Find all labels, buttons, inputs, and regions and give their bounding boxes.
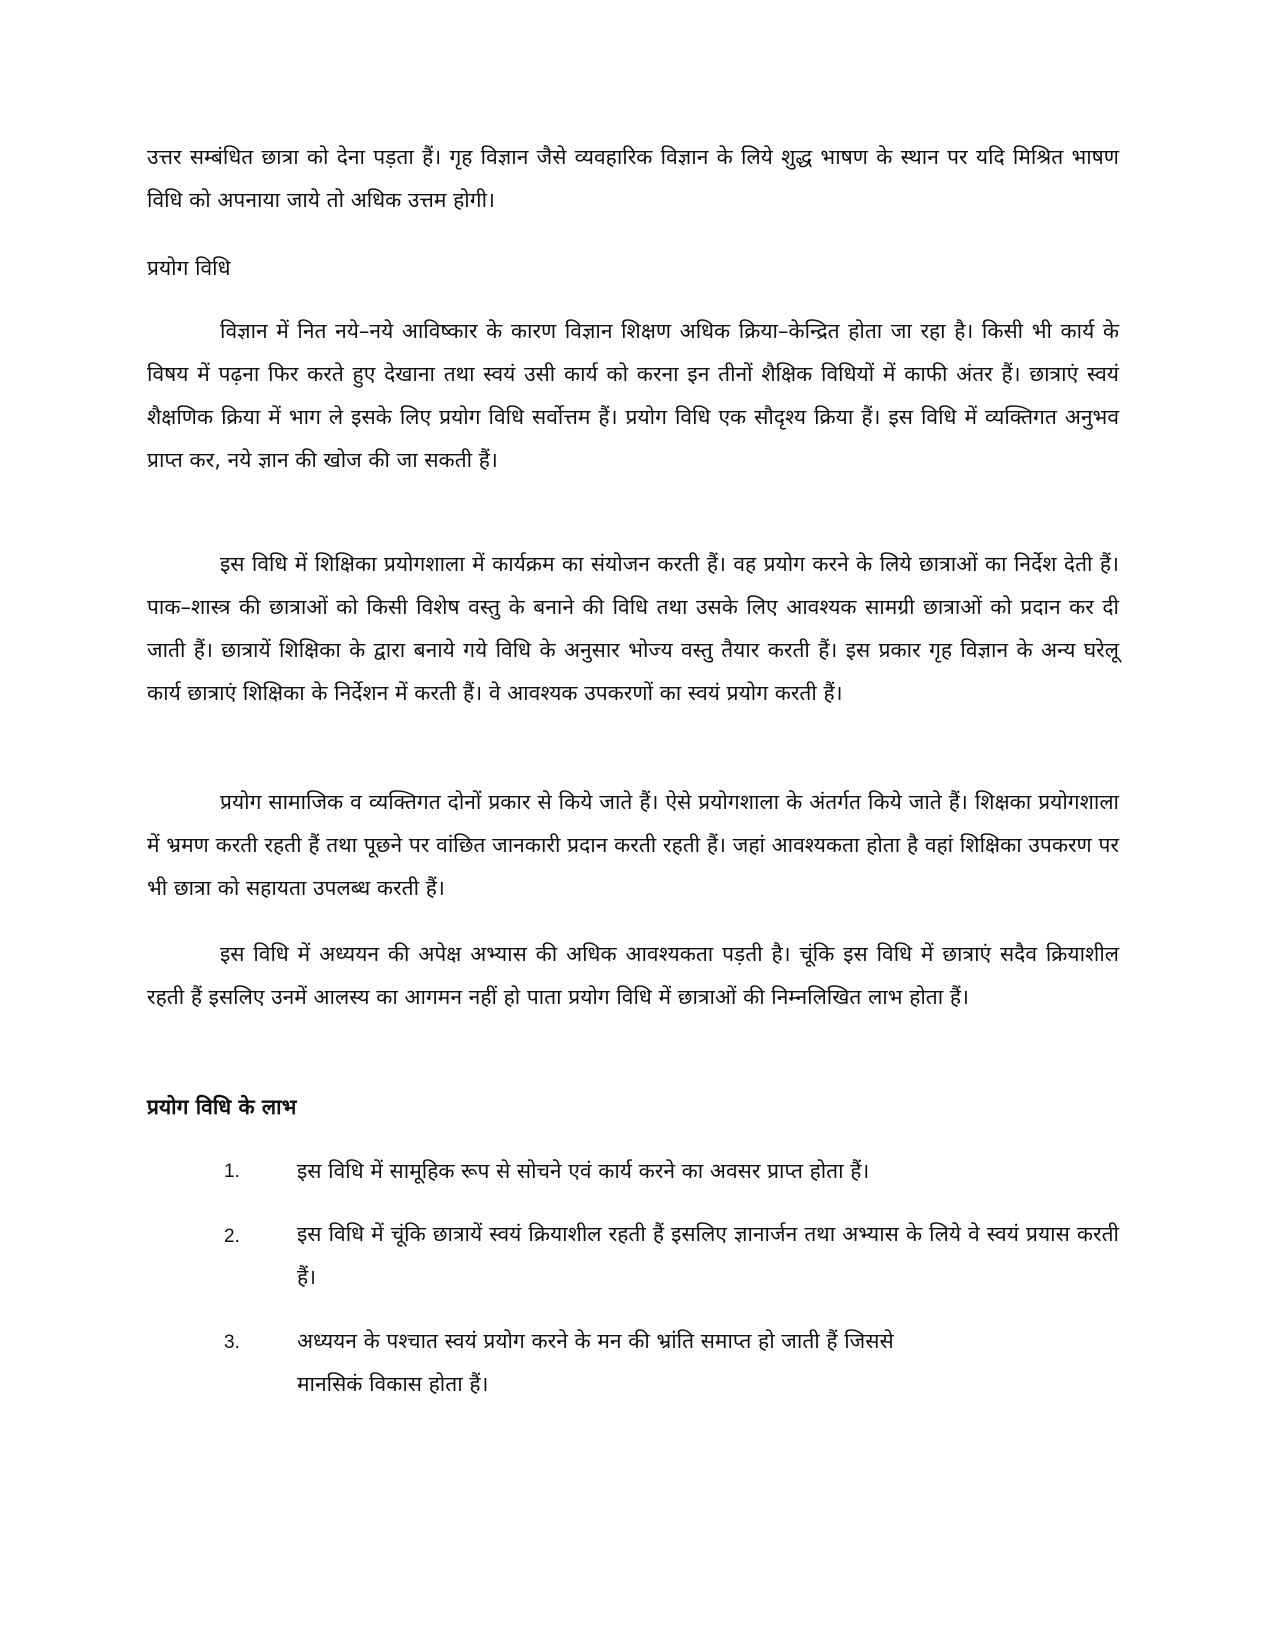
paragraph-3: प्रयोग सामाजिक व व्यक्तिगत दोनों प्रकार से किये जाते हैं। ऐसे प्रयोगशाला के अंतर्गत किये जाते हैं। शिक्षका प्रयोगशाला में भ्रमण करती रहती हैं तथा पूछने पर वांछित जानकारी प्रदान करती रहती हैं। जहां आवश्यकता होता है वहां शिक्षिका उपकरण पर भी छात्रा को सहायता उपलब्ध करती हैं।	[147, 790, 1119, 900]
paragraph-4: इस विधि में अध्ययन की अपेक्ष अभ्यास की अधिक आवश्यकता पड़ती है। चूंकि इस विधि में छात्राएं सदैव क्रियाशील रहती हैं इसलिए उनमें आलस्य का आगमन नहीं हो पाता प्रयोग विधि में छात्राओं की निम्नलिखित लाभ होता हैं।	[147, 942, 1119, 1009]
paragraph-2: इस विधि में शिक्षिका प्रयोगशाला में कार्यक्रम का संयोजन करती हैं। वह प्रयोग करने के लिये छात्राओं का निर्देश देती हैं। पाक–शास्त्र की छात्राओं को किसी विशेष वस्तु के बनाने की विधि तथा उसके लिए आवश्यक सामग्री छात्राओं को प्रदान कर दी जाती हैं। छात्रायें शिक्षिका के द्वारा बनाये गये विधि के अनुसार भोज्य वस्तु तैयार करती हैं। इस प्रकार गृह विज्ञान के अन्य घरेलू कार्य छात्राएं शिक्षिका के निर्देशन में करती हैं। वे आवश्यक उपकरणों का स्वयं प्रयोग करती हैं।	[147, 552, 1119, 705]
list-item-number: 3.	[224, 1332, 240, 1353]
section-heading-prayog-vidhi: प्रयोग विधि	[147, 256, 231, 280]
list-item-line: मानसिकं विकास होता हैं।	[297, 1372, 489, 1396]
list-item-text: इस विधि में सामूहिक रूप से सोचने एवं कार्य करने का अवसर प्राप्त होता हैं।	[297, 1159, 870, 1183]
paragraph-1: विज्ञान में नित नये–नये आविष्कार के कारण विज्ञान शिक्षण अधिक क्रिया–केन्द्रित होता जा रहा है। किसी भी कार्य के विषय में पढ़ना फिर करते हुए देखाना तथा स्वयं उसी कार्य को करना इन तीनों शैक्षिक विधियों में काफी अंतर हैं। छात्राएं स्वयं शैक्षणिक क्रिया में भाग ले इसके लिए प्रयोग विधि सर्वोत्तम हैं। प्रयोग विधि एक सौदृश्य क्रिया हैं। इस विधि में व्यक्तिगत अनुभव प्राप्त कर, नये ज्ञान की खोज की जा सकती हैं।	[147, 319, 1119, 472]
list-item-text: इस विधि में चूंकि छात्रायें स्वयं क्रियाशील रहती हैं इसलिए ज्ञानार्जन तथा अभ्यास के लिये वे स्वयं प्रयास करती हैं।	[297, 1222, 1119, 1289]
list-item-text	[297, 1320, 1119, 1406]
list-item-number: 2.	[224, 1226, 240, 1247]
paragraph-intro: उत्तर सम्बंधित छात्रा को देना पड़ता हैं। गृह विज्ञान जैसे व्यवहारिक विज्ञान के लिये शुद्ध भाषण के स्थान पर यदि मिश्रित भाषण विधि को अपनाया जाये तो अधिक उत्तम होगी।	[147, 145, 1119, 212]
list-item-line: अध्ययन के पश्चात स्वयं प्रयोग करने के मन की भ्रांति समाप्त हो जाती हैं जिससे	[297, 1329, 894, 1353]
section-heading-benefits: प्रयोग विधि के लाभ	[147, 1095, 297, 1119]
list-item-number: 1.	[224, 1161, 240, 1182]
